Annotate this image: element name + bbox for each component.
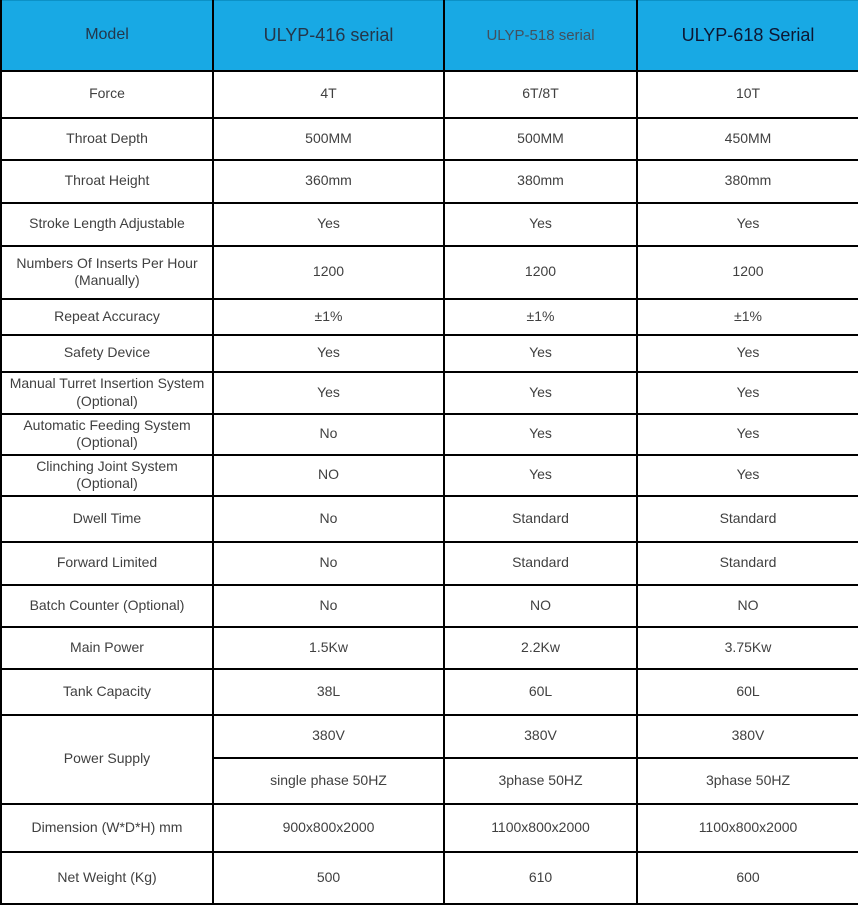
row-label: Repeat Accuracy	[1, 299, 213, 335]
cell-618: 1100x800x2000	[637, 804, 858, 852]
cell-518: 60L	[444, 669, 637, 715]
cell-618: 380mm	[637, 160, 858, 203]
row-label: Clinching Joint System (Optional)	[1, 455, 213, 496]
cell-416: single phase 50HZ	[213, 758, 444, 804]
cell-518: Standard	[444, 542, 637, 585]
cell-416: 38L	[213, 669, 444, 715]
cell-618: Yes	[637, 335, 858, 372]
cell-618: Yes	[637, 203, 858, 246]
cell-618: 600	[637, 852, 858, 904]
cell-416: Yes	[213, 335, 444, 372]
table-row-forward-limited	[1, 542, 858, 585]
cell-618: 3phase 50HZ	[637, 758, 858, 804]
cell-416: Yes	[213, 372, 444, 414]
cell-618: 380V	[637, 715, 858, 758]
cell-618: 1200	[637, 246, 858, 299]
table-row-stroke-length	[1, 203, 858, 246]
row-label: Throat Depth	[1, 118, 213, 160]
table-row-batch-counter	[1, 585, 858, 627]
row-label: Throat Height	[1, 160, 213, 203]
table-row-manual-turret	[1, 372, 858, 414]
row-label: Tank Capacity	[1, 669, 213, 715]
table-row-inserts-per-hour	[1, 246, 858, 299]
table-row-dimension	[1, 804, 858, 852]
cell-518: 2.2Kw	[444, 627, 637, 669]
row-label: Safety Device	[1, 335, 213, 372]
header-model: Model	[1, 1, 213, 71]
header-row	[1, 1, 858, 71]
cell-416: 4T	[213, 71, 444, 118]
row-label: Net Weight (Kg)	[1, 852, 213, 904]
cell-518: Yes	[444, 203, 637, 246]
table-row-dwell-time	[1, 496, 858, 542]
cell-518: 6T/8T	[444, 71, 637, 118]
cell-416: 500	[213, 852, 444, 904]
cell-416: 1200	[213, 246, 444, 299]
cell-416: NO	[213, 455, 444, 496]
header-ulyp-416: ULYP-416 serial	[213, 1, 444, 71]
row-label: Forward Limited	[1, 542, 213, 585]
row-label: Stroke Length Adjustable	[1, 203, 213, 246]
cell-518: Yes	[444, 455, 637, 496]
cell-416: No	[213, 542, 444, 585]
cell-518: 380V	[444, 715, 637, 758]
cell-416: 1.5Kw	[213, 627, 444, 669]
cell-518: 1200	[444, 246, 637, 299]
row-label: Force	[1, 71, 213, 118]
cell-618: NO	[637, 585, 858, 627]
table-row-main-power	[1, 627, 858, 669]
cell-416: 500MM	[213, 118, 444, 160]
cell-518: NO	[444, 585, 637, 627]
cell-618: 3.75Kw	[637, 627, 858, 669]
header-ulyp-618: ULYP-618 Serial	[637, 1, 858, 71]
row-label-power-supply: Power Supply	[1, 715, 213, 804]
table-row-throat-height	[1, 160, 858, 203]
cell-416: No	[213, 496, 444, 542]
cell-416: Yes	[213, 203, 444, 246]
cell-518: ±1%	[444, 299, 637, 335]
cell-416: ±1%	[213, 299, 444, 335]
row-label: Numbers Of Inserts Per Hour (Manually)	[1, 246, 213, 299]
table-row-power-supply-voltage	[1, 715, 858, 758]
table-row-safety-device	[1, 335, 858, 372]
cell-518: Yes	[444, 414, 637, 455]
cell-618: Yes	[637, 455, 858, 496]
table-row-force	[1, 71, 858, 118]
table-row-net-weight	[1, 852, 858, 904]
cell-518: 610	[444, 852, 637, 904]
header-ulyp-518: ULYP-518 serial	[444, 1, 637, 71]
table-row-clinching-joint	[1, 455, 858, 496]
row-label: Dimension (W*D*H) mm	[1, 804, 213, 852]
cell-618: 10T	[637, 71, 858, 118]
cell-518: 3phase 50HZ	[444, 758, 637, 804]
cell-618: Standard	[637, 542, 858, 585]
cell-518: Yes	[444, 372, 637, 414]
cell-618: 60L	[637, 669, 858, 715]
table-row-throat-depth	[1, 118, 858, 160]
cell-618: ±1%	[637, 299, 858, 335]
table-row-repeat-accuracy	[1, 299, 858, 335]
cell-618: Standard	[637, 496, 858, 542]
row-label: Main Power	[1, 627, 213, 669]
table-row-automatic-feeding	[1, 414, 858, 455]
cell-518: 500MM	[444, 118, 637, 160]
row-label: Dwell Time	[1, 496, 213, 542]
cell-416: No	[213, 414, 444, 455]
cell-518: 380mm	[444, 160, 637, 203]
cell-416: 380V	[213, 715, 444, 758]
cell-618: Yes	[637, 414, 858, 455]
cell-416: No	[213, 585, 444, 627]
row-label: Automatic Feeding System (Optional)	[1, 414, 213, 455]
cell-518: Yes	[444, 335, 637, 372]
cell-618: Yes	[637, 372, 858, 414]
row-label: Manual Turret Insertion System (Optional)	[1, 372, 213, 414]
row-label: Batch Counter (Optional)	[1, 585, 213, 627]
cell-416: 360mm	[213, 160, 444, 203]
cell-618: 450MM	[637, 118, 858, 160]
table-row-tank-capacity	[1, 669, 858, 715]
cell-518: 1100x800x2000	[444, 804, 637, 852]
cell-416: 900x800x2000	[213, 804, 444, 852]
cell-518: Standard	[444, 496, 637, 542]
